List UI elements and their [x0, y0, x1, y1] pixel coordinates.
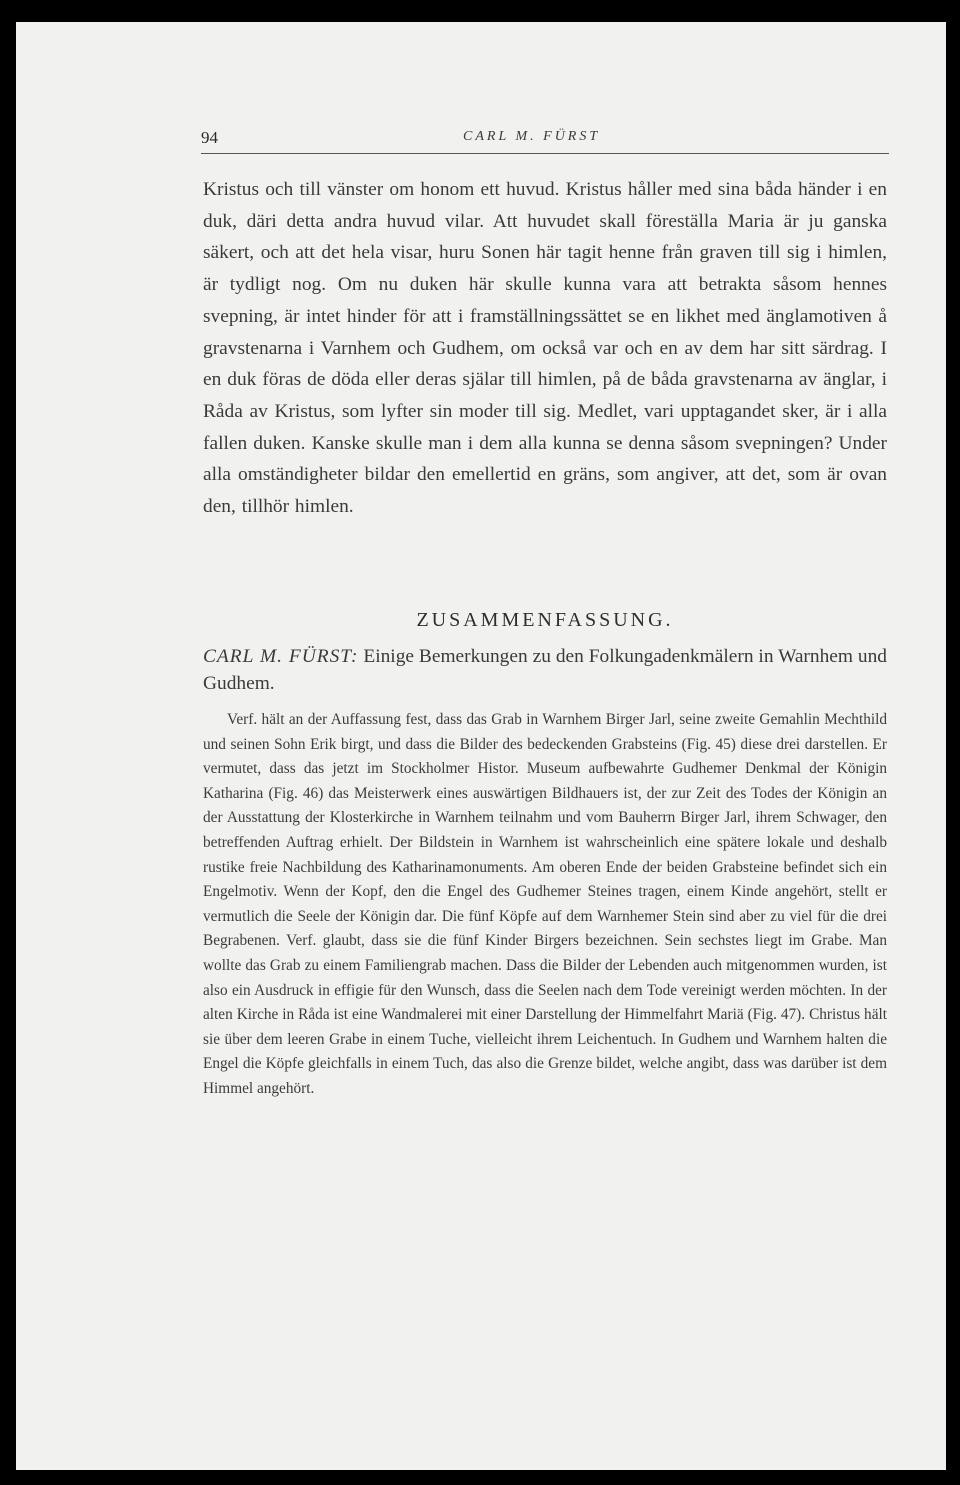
running-head: CARL M. FÜRST: [463, 129, 601, 144]
summary-article-title: Einige Bemerkungen zu den Folkungadenkmälern in Warnhem und Gudhem.: [203, 646, 887, 694]
page-number: 94: [201, 128, 218, 147]
header-rule: [201, 153, 889, 154]
book-page: [16, 22, 946, 1470]
summary-paragraph: [203, 708, 887, 1102]
page-header: [201, 128, 889, 154]
summary-text: Verf. hält an der Auffassung fest, dass das Grab in Warnhem Birger Jarl, seine zweite Gemahlin Mechthild und seinen Sohn Erik birgt, und dass die Bilder des bedeckenden Grabsteins (Fig. 45) diese drei darstellen. Er vermutet, dass das jetzt im Stockholmer Histor. Museum aufbewahrte Gudhemer Denkmal der Königin Katharina (Fig. 46) das Meisterwerk eines auswärtigen Bildhauers ist, der zur Zeit des Todes der Königin an der Ausstattung der Klosterkirche in Warnhem teilnahm und vom Bauherrn Birger Jarl, ihrem Schwager, den betreffenden Auftrag erhielt. Der Bildstein in Warnhem ist wahrscheinlich eine spätere lokale und deshalb rustike freie Nachbildung des Katharinamonuments. Am oberen Ende der beiden Grabsteine befindet sich ein Engelmotiv. Wenn der Kopf, den die Engel des Gudhemer Steines tragen, einem Kinde angehört, stellt er vermutlich die Seele der Königin dar. Die fünf Köpfe auf dem Warnhemer Stein sind aber zu viel für die drei Begrabenen. Verf. glaubt, dass sie die fünf Kinder Birgers bezeichnen. Sein sechstes liegt im Grabe. Man wollte das Grab zu einem Familiengrab machen. Dass die Bilder der Lebenden auch mitgenommen wurden, ist also ein Ausdruck in effigie für den Wunsch, dass die Seelen nach dem Tode vereinigt werden möchten. In der alten Kirche in Råda ist eine Wandmalerei mit einer Darstellung der Himmelfahrt Mariä (Fig. 47). Christus hält sie über dem leeren Grabe in einem Tuche, vielleicht ihrem Leichentuch. In Gudhem und Warnhem halten die Engel die Köpfe gleichfalls in einem Tuch, das also die Grenze bildet, welche angibt, dass was darüber ist dem Himmel angehört.: [203, 711, 887, 1097]
body-paragraph: Kristus och till vänster om honom ett huvud. Kristus håller med sina båda händer i en duk, däri detta andra huvud vilar. Att huvudet skall föreställa Maria är ju ganska säkert, och att det hela visar, huru Sonen här tagit henne från graven till sig i himlen, är tydligt nog. Om nu duken här skulle kunna vara att betrakta såsom hennes svepning, är intet hinder för att i framställningssättet se en likhet med änglamotiven å gravstenarna i Varnhem och Gudhem, om också var och en av dem har sitt särdrag. I en duk föras de döda eller deras själar till himlen, på de båda gravstenarna av änglar, i Råda av Kristus, som lyfter sin moder till sig. Medlet, vari upptagandet sker, är i alla fallen duken. Kanske skulle man i dem alla kunna se denna såsom svepningen? Under alla omständigheter bildar den emellertid en gräns, som angiver, att det, som är ovan den, tillhör himlen.: [203, 179, 887, 518]
summary-title: [203, 643, 887, 697]
summary-author: CARL M. FÜRST:: [203, 646, 359, 667]
summary-heading: ZUSAMMENFASSUNG.: [416, 609, 674, 631]
